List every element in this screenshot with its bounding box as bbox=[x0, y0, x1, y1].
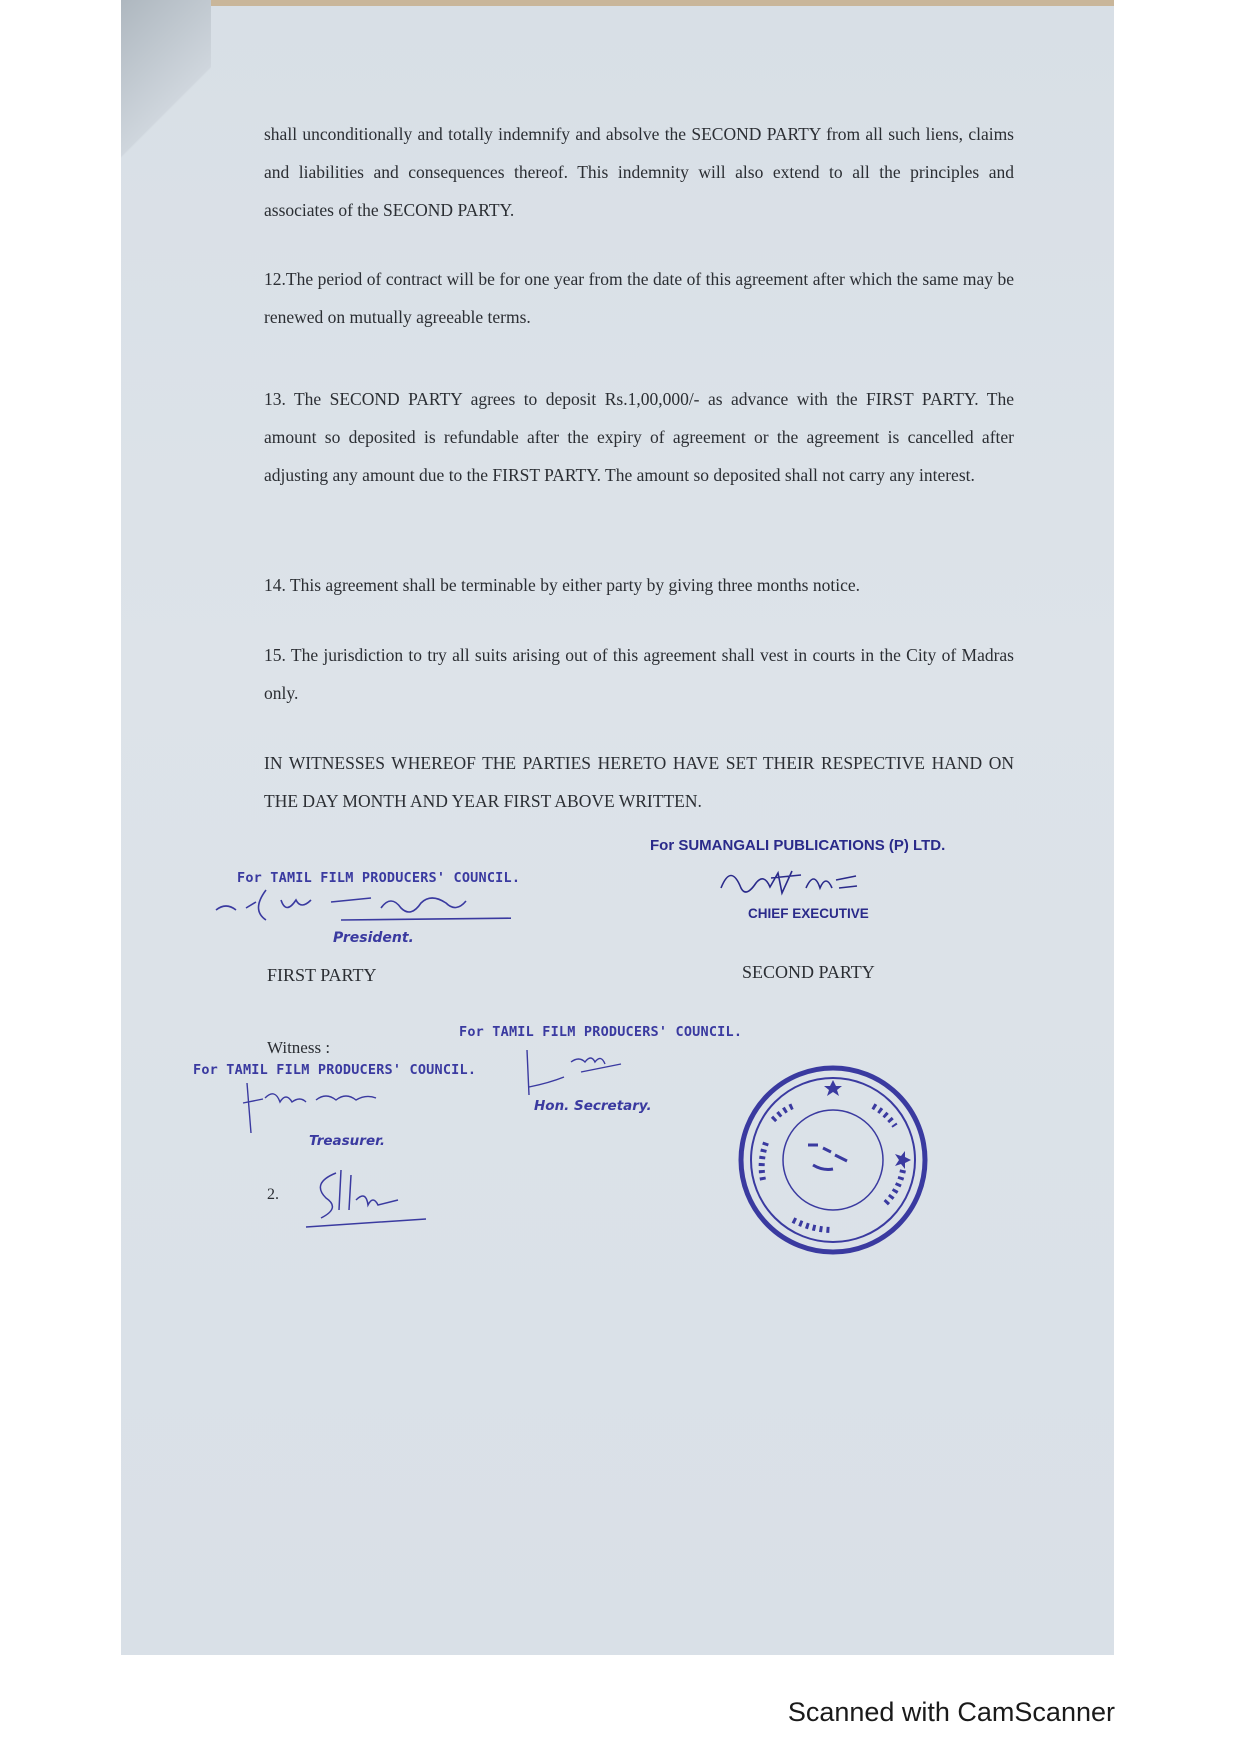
witness-2-signature bbox=[296, 1165, 446, 1235]
first-party-signature bbox=[211, 880, 511, 930]
second-party-stamp: For SUMANGALI PUBLICATIONS (P) LTD. bbox=[650, 837, 946, 854]
witness-clause: IN WITNESSES WHEREOF THE PARTIES HERETO HAVE SET THEIR RESPECTIVE HAND ON THE DAY MONTH AND YEAR FIRST ABOVE WRITTEN. bbox=[264, 753, 1014, 811]
treasurer-title: Treasurer. bbox=[309, 1133, 385, 1149]
witness-stamp-secretary: For TAMIL FILM PRODUCERS' COUNCIL. bbox=[459, 1024, 743, 1040]
clause-12: 12.The period of contract will be for one year from the date of this agreement after which the same may be renewed on mutually agreeable terms. bbox=[264, 269, 1014, 327]
second-party-signature bbox=[711, 858, 871, 908]
second-party-title: CHIEF EXECUTIVE bbox=[748, 906, 869, 921]
clause-indemnity: shall unconditionally and totally indemnify and absolve the SECOND PARTY from all such liens, claims and liabilities and consequences thereof. This indemnity will also extend to all the principles and associates of the SECOND PARTY. bbox=[264, 124, 1014, 220]
scanned-page bbox=[121, 0, 1114, 1655]
treasurer-signature bbox=[241, 1078, 441, 1138]
witness-label: Witness : bbox=[267, 1038, 331, 1057]
second-party-label: SECOND PARTY bbox=[742, 962, 875, 982]
secretary-title: Hon. Secretary. bbox=[534, 1098, 652, 1114]
secretary-signature bbox=[521, 1042, 681, 1102]
council-seal bbox=[733, 1060, 933, 1260]
clause-13: 13. The SECOND PARTY agrees to deposit Rs.1,00,000/- as advance with the FIRST PARTY. The amount so deposited is refundable after the expiry of agreement or the agreement is cancelled after adjusting any amount due to the FIRST PARTY. The amount so deposited shall not carry any interest. bbox=[264, 389, 1014, 485]
first-party-label: FIRST PARTY bbox=[267, 965, 377, 985]
clause-15: 15. The jurisdiction to try all suits arising out of this agreement shall vest in courts in the City of Madras only. bbox=[264, 645, 1014, 703]
clause-14: 14. This agreement shall be terminable by either party by giving three months notice. bbox=[264, 575, 860, 595]
camscanner-watermark: Scanned with CamScanner bbox=[787, 1697, 1115, 1727]
first-party-stamp: For TAMIL FILM PRODUCERS' COUNCIL. bbox=[237, 870, 521, 886]
witness-stamp-treasurer: For TAMIL FILM PRODUCERS' COUNCIL. bbox=[193, 1062, 477, 1078]
first-party-title: President. bbox=[333, 930, 414, 946]
witness-number-2: 2. bbox=[267, 1186, 279, 1203]
page-fold-shadow bbox=[121, 0, 211, 170]
